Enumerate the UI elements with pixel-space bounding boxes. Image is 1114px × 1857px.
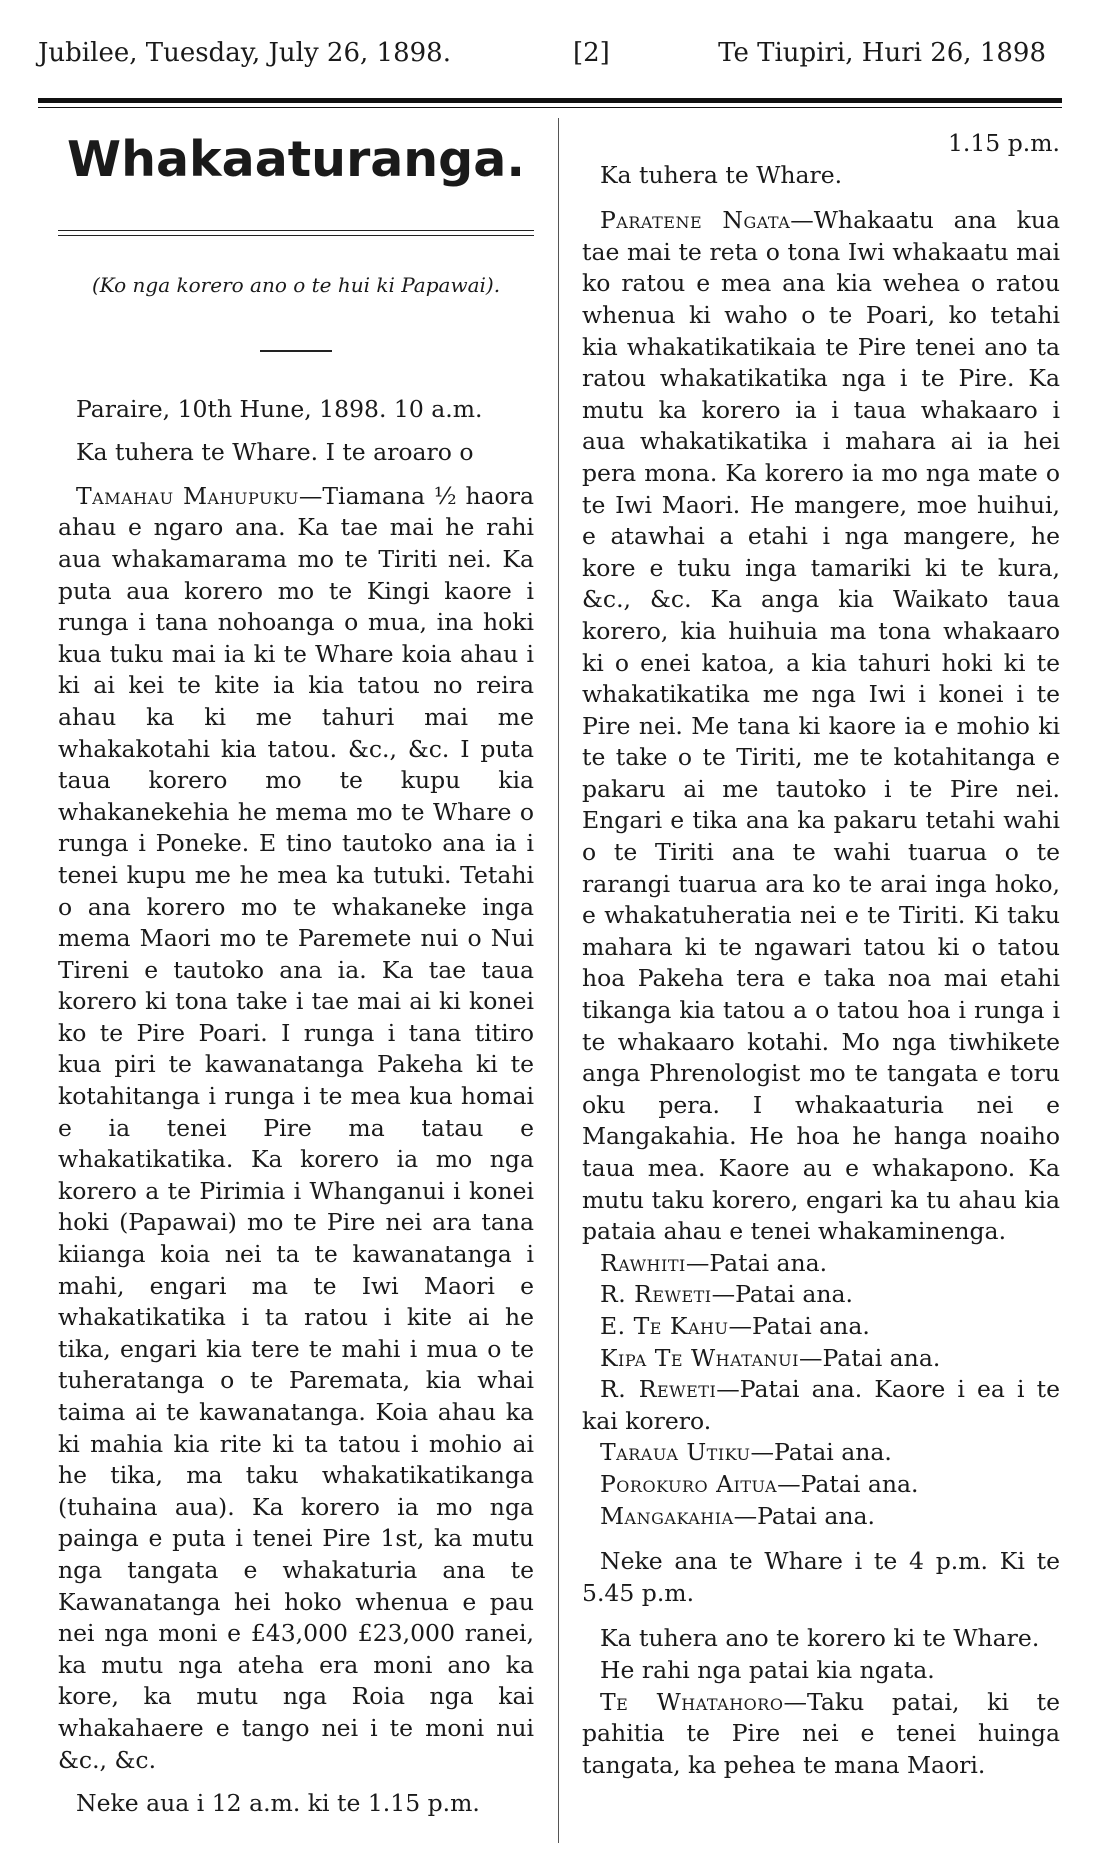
speech-whatahoro: [582, 1687, 1060, 1782]
session-adjourn: Neke ana te Whare i te 4 p.m. Ki te 5.45 p.m.: [582, 1547, 1060, 1607]
speaker-name: Paratene Ngata: [600, 206, 791, 235]
speaker-name: Kipa Te Whatanui: [600, 1343, 799, 1372]
page-number: [2]: [573, 38, 610, 68]
speech-text: —Taku patai, ki te pahitia te Pire nei e tenei huinga tangata, ka pehea te mana Maori.: [582, 1687, 1060, 1779]
dateline: Paraire, 10th Hune, 1898. 10 a.m.: [76, 394, 483, 423]
header-rule-thin: [38, 107, 1062, 108]
speech-paratene: [582, 205, 1060, 1248]
session-time: 1.15 p.m.: [947, 129, 1060, 157]
speech-text: —Tiamana ½ haora ahau e ngaro ana. Ka tae mai he rahi aua whakamarama mo te Tiriti nei. Ka puta aua korero mo te Kingi kaore i runga i tana nohoanga o mua, ina hoki kua tuku mai ia ki te Whare koia ahau i ki ai kei te kite ia kia tatou no reira ahau ka ki me tahuri mai me whakakotahi kia tatou. &c., &c. I puta taua korero mo te kupu kia whakanekehia he mema mo te Whare o runga i Poneke. E tino tautoko ana ia i tenei kupu me he mea ka tutuki. Tetahi o ana korero mo te whakaneke inga mema Maori mo te Paremete nui o Nui Tireni e tautoko ana ia. Ka tae taua korero ki tona take i tae mai ai ki konei ko te Pire Poari. I runga i tana titiro kua piri te kawanatanga Pakeha ki te kotahitanga i runga i te mea kua homai e ia tenei Pire ma tatau e whakatikatika. Ka korero ia mo nga korero a te Pirimia i Whanganui i konei hoki (Papawai) mo te Pire nei ara tana kiianga koia nei ta te kawanatanga i mahi, engari ma te Iwi Maori e whakatikatika i ta ratou i kite ai he tika, engari kia tere te mahi i mua o te tuheratanga o te Paremata, kia whai taima ai te kawanatanga. Koia ahau ka ki mahia kia rite ki ta tatou i mohio ai he tika, ma taku whakatikatikanga (tuhaina aua). Ka korero ia mo nga painga e puta i tenei Pire 1st, ka mutu nga tangata e whakaturia ana te Kawanatanga hei hoko whenua e pau nei nga moni e £43,000 £23,000 ranei, ka mutu nga ateha era moni ano ka kore, ka mutu nga Roia nga kai whakahaere e tango nei i te moni nui &c., &c.: [58, 481, 534, 1774]
article-subtitle: (Ko nga korero ano o te hui ki Papawai).: [91, 273, 501, 297]
header-date-english: Jubilee, Tuesday, July 26, 1898.: [38, 38, 451, 68]
entry: Mangakahia—Patai ana.: [600, 1501, 875, 1530]
entry: R. Reweti—Patai ana. Kaore i ea i te kai korero.: [582, 1375, 1061, 1435]
entry: Taraua Utiku—Patai ana.: [600, 1438, 892, 1467]
speaker-name: Te Whatahoro: [600, 1687, 784, 1716]
header-date-maori: Te Tiupiri, Huri 26, 1898: [718, 38, 1046, 68]
entry: E. Te Kahu—Patai ana.: [600, 1311, 870, 1340]
session-adjourn: Neke aua i 12 a.m. ki te 1.15 p.m.: [76, 1789, 480, 1818]
entry: R. Reweti—Patai ana.: [600, 1280, 853, 1309]
entry: Rawhiti—Patai ana.: [600, 1248, 828, 1277]
entry: Porokuro Aitua—Patai ana.: [600, 1469, 919, 1498]
speaker-name: Porokuro Aitua: [600, 1469, 778, 1498]
right-column: [582, 128, 1060, 1781]
speech-text: —Whakaatu ana kua tae mai te reta o tona Iwi whakaatu mai ko ratou e mea ana kia wehea o ratou whenua ki waho o te Poari, ko tetahi kia whakatikatikaia te Pire tenei ano ta ratou whakatikatika nga i te Pire. Ka mutu ka korero ia i taua whakaaro i aua whakatikatika i mahara ai ia hei pera mona. Ka korero ia mo nga mate o te Iwi Maori. He mangere, moe huihui, e atawhai a etahi i nga mangere, he kore e tuku inga tamariki ki te kura, &c., &c. Ka anga kia Waikato taua korero, kia huihuia ma tona whakaaro ki o enei katoa, a kia tahuri hoki ki te whakatikatika me nga Iwi i konei i te Pire nei. Me tana ki kaore ia e mohio ki te take o te Tiriti, me te kotahitanga e pakaru ai me tautoko i te Pire nei. Engari e tika ana ka pakaru tetahi wahi o te Tiriti ana te wahi tuarua o te rarangi tuarua ara ko te arai inga hoko, e whakatuheratia nei e te Tiriti. Ki taku mahara ki te ngawari tatou ki o tatou hoa Pakeha tera e taka noa mai etahi tikanga kia tatou a o tatou hoa i runga i te whakaaro kotahi. Mo nga tiwhikete anga Phrenologist mo te tangata e toru oku pera. I whakaaturia nei e Mangakahia. He hoa he hanga noaiho taua mea. Kaore au e whakapono. Ka mutu taku korero, engari ka tu ahau kia pataia ahau e tenei whakaminenga.: [582, 206, 1060, 1246]
speaker-name: R. Reweti: [600, 1280, 712, 1309]
speaker-name: Tamahau Mahupuku: [76, 481, 299, 510]
page-header: [38, 38, 1076, 78]
column-divider: [558, 118, 559, 1843]
speaker-name: Mangakahia: [600, 1501, 734, 1530]
questions-note: He rahi nga patai kia ngata.: [600, 1655, 935, 1684]
article-title: Whakaaturanga.: [67, 131, 525, 188]
session-opening: Ka tuhera te Whare. I te aroaro o: [76, 438, 474, 467]
speaker-name: E. Te Kahu: [600, 1311, 729, 1340]
header-rule-thick: [38, 98, 1062, 103]
speaker-name: R. Reweti: [600, 1375, 717, 1404]
session-opening: Ka tuhera te Whare.: [600, 160, 843, 189]
session-reopen: Ka tuhera ano te korero ki te Whare.: [600, 1624, 1040, 1653]
speaker-name: Rawhiti: [600, 1248, 686, 1277]
speaker-name: Taraua Utiku: [600, 1438, 751, 1467]
left-column: [58, 128, 534, 1820]
entry: Kipa Te Whatanui—Patai ana.: [600, 1343, 941, 1372]
title-rule: [58, 230, 534, 236]
speech-tamahau: [58, 481, 534, 1776]
